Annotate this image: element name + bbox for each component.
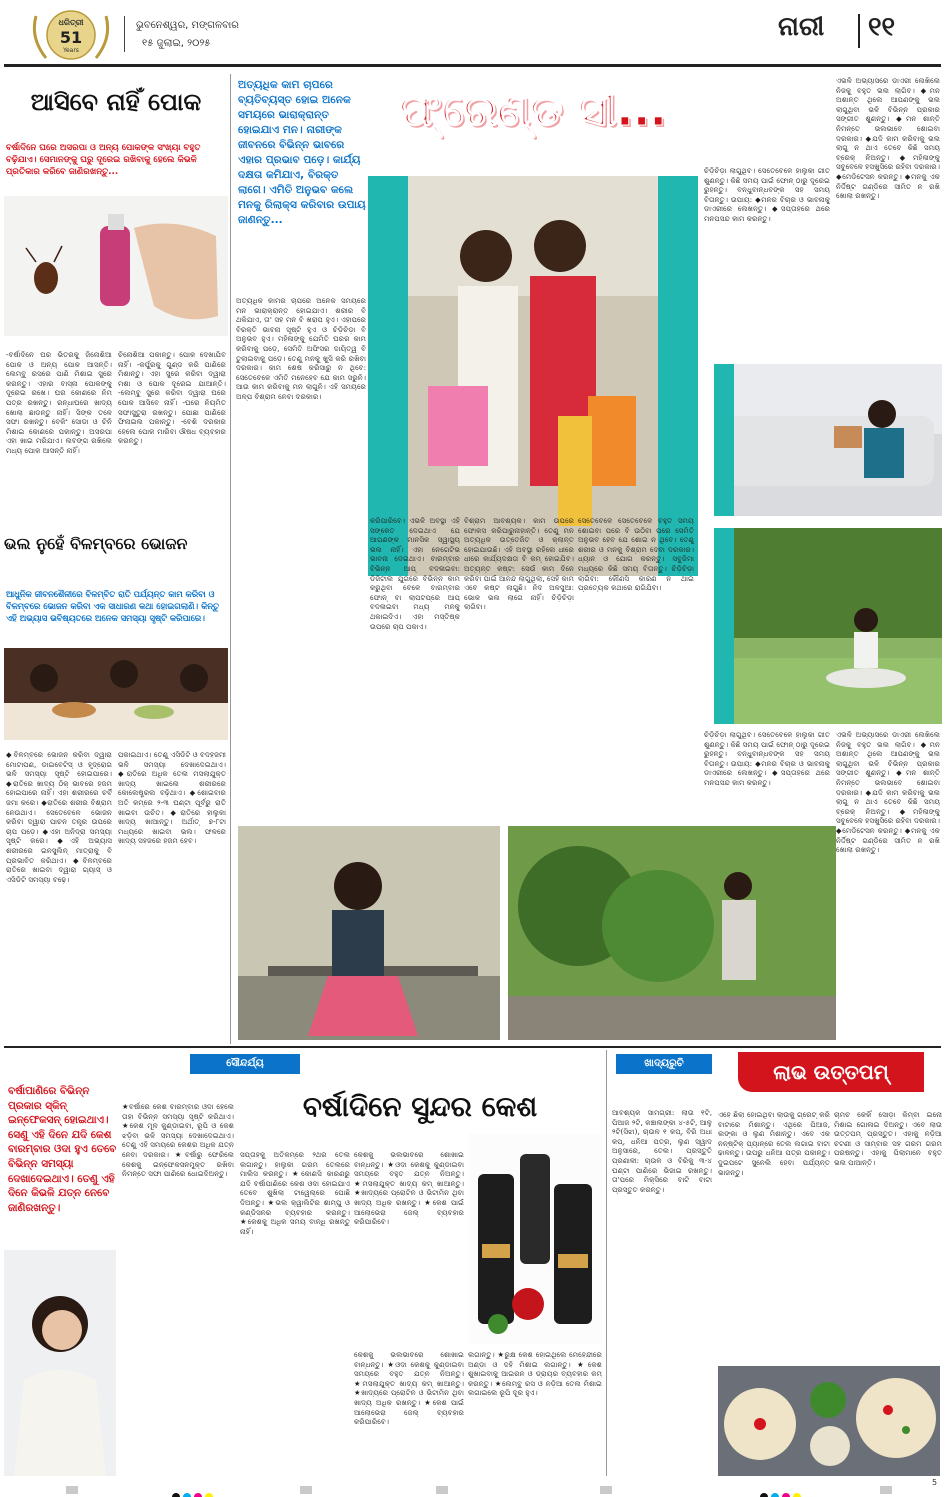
recipe-col1: ଆବଶ୍ୟକ ସାମଗ୍ରୀ: ଲାଉ ୧ଟି, ପିଆଜ ୨ଟି, କଞ୍ଚାଲଙ୍କା ୪-୫ଟି, ଆଳୁ ୨ଟି(ସିଝା), ଚାଉଳ ୧ କପ୍, ବିରି ଅଧା କପ୍, ଧନିଆ ପତ୍ର, ଲୁଣ ସ୍ୱାଦ ଅନୁସାରେ, ତେଲ। ପ୍ରସ୍ତୁତି ପ୍ରଣାଳୀ: ଚାଉଳ ଓ ବିରିକୁ ୩-୪ ଘଣ୍ଟା ପାଣିରେ ଭିଜାଇ ରଖନ୍ତୁ। ତା'ପରେ ମିକ୍ସିରେ ବାଟି ବାଟା ପ୍ରସ୍ତୁତ କରନ୍ତୁ।: [612, 1108, 712, 1194]
story-late-dinner: [4, 528, 228, 1048]
story-hair-col2: ସପ୍ତାହକୁ ଅତିକମ୍‌ରେ ୨ଥର ତେଲ ଲଗାନ୍ତୁ। ହାଲୁକା ଗରମ ତେଲରେ ମାଲିସ କରନ୍ତୁ। ★କୋଣସି କାରଣରୁ ଯଦି ବର୍ଷାପାଣିରେ କେଶ ଓଦା ହୋଇଯାଏ ତେବେ ଶୁଖିଲା ଟାୱେଲ୍‌ରେ ପୋଛି ଦିଅନ୍ତୁ। ★ଭଲ କ୍ୱାଲିଟିର ଶାମ୍ପୁ ଓ କଣ୍ଡିସନର ବ୍ୟବହାର କରନ୍ତୁ। ★କେଶକୁ ଅଧିକ ସମୟ ବାନ୍ଧି ରଖନ୍ତୁ ନାହିଁ।: [240, 1150, 350, 1236]
logo-years-number: 51: [59, 28, 83, 47]
story-pests-title: ଆସିବେ ନାହିଁ ପୋକ: [30, 88, 202, 116]
story-friend-col3: ବିଶ୍ରାମ ଆବଶ୍ୟକ। କାମ ଉପରେ ଫୋକସ କରିପାରୁନାହାନ୍ତି। ତେଣୁ ମନ ଅତ୍ୟଧିକ ଉତ୍ତେଜିତ ଓ କ୍ଲାନ୍ତ ହୋଇଯାଉଛି। ଏହି ଅବସ୍ଥା ରହିଲେ ଧୀରେ ଧୀରେ କାର୍ଯ୍ୟଦକ୍ଷତା ବି କମ୍ ହୋଇଯିବ। ଅତ୍ୟନ୍ତ କଷ୍ଟ: ସେଉଁ କାମ ଦିନେ କରିବା ପାଇଁ ଆନନ୍ଦ ଲାଗୁଥିଲା, ସେହି କାମ ଏବେ କଷ୍ଟ ଲାଗୁଛି। ନିଦ ଅଳସୁଆ: ଭୋକ ଭଲ ଲାଗେ ନାହିଁ। ଚିଡ଼ିଚିଡ଼ା ଲାଗିବା।: [464, 516, 574, 612]
print-mark: [436, 1486, 448, 1494]
recipe-col3: ଚାମଚ କେକିଁ ସୋଡ଼ା କିମ୍ବା ଇନୋ ମିଶାଇ ଗୋଳାଇ ଦିଅନ୍ତୁ। ଏବେ ଲାଉ ଉତ୍ତପମ୍ ପ୍ରସ୍ତୁତ। ଏହାକୁ ନଡ଼ିଆ ଚଟଣୀ ଓ ସାମ୍ବାର ସହ ଗରମ ଗରମ ପରଷନ୍ତୁ। ଏହାକୁ ପିଲାମାନେ ବହୁତ ଭଲ ପାଆନ୍ତି।: [834, 1110, 942, 1167]
story-friend-title: ଫ୍ରେଣ୍ଡ ସୀ...: [399, 85, 667, 136]
story-hair: [4, 1050, 604, 1480]
story-pests-body-right: ଚିନୋଶିଆ ପକାନ୍ତୁ। ପୋକ ଦେଖାଯିବ ନାହିଁ। -କର୍ପୁରକୁ ଗୁଣ୍ଡ କରି ପାଣିରେ ମିଶାନ୍ତୁ। ଏହା ସ୍ପ୍ରେ କରିବା ଦ୍ୱାରା ମଶା ଓ ପୋକ ଦୂରେଇ ଯାଆନ୍ତି। -ଲେମ୍ବୁ ସ୍ପ୍ରେ କରିବା ଦ୍ୱାରା ଘରେ ପୋକ ଆସିବେ ନାହିଁ। -ଘରେ ନିୟମିତ ସଫାସୁତୁରା ରଖନ୍ତୁ। ପୋଛା ପାଣିରେ ଫିନାଇଲ ପକାନ୍ତୁ। -ବେଶି ଦରକାର ହେଲେ ପୋକ ମାରିବା ଔଷଧ ବ୍ୟବହାର କରନ୍ତୁ।: [118, 350, 226, 446]
print-mark: [300, 1486, 312, 1494]
story-friend-col1: ଅତ୍ୟଧିକ କାମର ଚାପରେ ଅନେକ ସମୟରେ ମନ ଭାରାକ୍ରାନ୍ତ ହୋଇଯାଏ। ଶରୀର ବି ଥକିଯାଏ, ତା' ସହ ମନ ବି ଖରାପ ହୁଏ। ଏହାପରେ ବିରକ୍ତି ଭାବନା ସୃଷ୍ଟି ହୁଏ ଓ ଚିଡ଼ିଚିଡ଼ା ବି ଅନୁଭବ ହୁଏ। ମହିଳାଙ୍କୁ ଯେମିତି ଘରର କାମ କରିବାକୁ ପଡ଼େ, ସେମିତି ଅଫିସର ଦାୟିତ୍ୱ ବି ତୁଲାଇବାକୁ ପଡ଼େ। ତେଣୁ ମନକୁ ଖୁସି କରି ରଖିବା ଦରକାର। କାମ ଶେଷ କରିସାରୁ ନ ଥିବେ: ସେତେବେଳେ ଏମିତି ମନେହେବ ଯେ କାମ ସରୁନି। ଆଉ କାମ କରିବାକୁ ମନ ଲାଗୁନି। ଏହି ସମୟରେ ଅଳ୍ପ ବିଶ୍ରାମ ନେବା ଦରକାର।: [236, 296, 366, 401]
print-marks-row: [0, 1478, 945, 1497]
story-hair-col4: ଲଗାନ୍ତୁ। ★ରୁକ୍ଷ କେଶ ହୋଇଥିଲେ ମେହେନ୍ଦୀରେ ଅଣ୍ଡା ଓ ଦହି ମିଶାଇ ଲଗାନ୍ତୁ। ★କେଶ ଶୁଖାଇବାକୁ ଆଇରନ ଓ ଡ୍ରାୟର ବ୍ୟବହାର କମ୍ କରନ୍ତୁ। ★ଲେମ୍ବୁ ରସ ଓ ନଡ଼ିଆ ତେଲ ମିଶାଇ ଲଗାଇଲେ ରୂପି ଦୂର ହୁଏ।: [468, 1350, 602, 1398]
recipe-tag: [616, 1054, 712, 1074]
story-hair-title: ବର୍ଷାଦିନେ ସୁନ୍ଦର କେଶ: [302, 1090, 538, 1123]
story-dinner-title: ଭଲ ନୁହେଁ ବିଳମ୍ବରେ ଭୋଜନ: [4, 534, 188, 553]
masthead: [0, 0, 945, 66]
story-friend-col5: ଚିଡ଼ିଚିଡ଼ା ଲାଗୁଥିବ। ସେତେବେଳେ ହାଲୁକା ଗୀତ ଶୁଣନ୍ତୁ। କିଛି ସମୟ ପାଇଁ ଫୋନ୍ ଠାରୁ ଦୂରେଇ ରୁହନ୍ତୁ। ବନ୍ଧୁବାନ୍ଧବଙ୍କ ସହ ସମୟ ବିତାନ୍ତୁ। ଉପାୟ: ◆ମନର ବିଚାର ଓ ଭାବନାକୁ ଡାଏରୀରେ ଲେଖନ୍ତୁ। ◆ସପ୍ତାହରେ ଥରେ ମନପସନ୍ଦ କାମ କରନ୍ତୁ।: [704, 166, 830, 223]
footer-page-mark: 5: [932, 1478, 938, 1487]
logo-text: ଧରିତ୍ରୀ: [58, 18, 84, 27]
story-dinner-body-right: ପକାଇଥାଏ। ତେଣୁ ଏସିଡିଟି ଓ ବଦହଜମୀ ଭଳି ସମସ୍ୟା ଦେଖାଦେଇଥାଏ। ◆ରାତିରେ ଅଧିକ ତେଲ ମସଲାଯୁକ୍ତ ଖାଦ୍ୟ ଖାଇଲେ ଶରୀରରେ କୋଲେଷ୍ଟ୍ରଲ ବଢ଼ିଥାଏ। ◆ଶୋଇବାର ଅତି କମ୍‌ରେ ୨-୩ ଘଣ୍ଟା ପୂର୍ବରୁ ରାତି ଖାଇବା ଉଚିତ। ◆ରାତିରେ ହାଲୁକା ଖାଦ୍ୟ ଖାଆନ୍ତୁ। ଅର୍ଥାତ୍ ୭-୮ଟା ମଧ୍ୟରେ ଖାଇବା ଭଲ। ଫଳରେ ଖାଦ୍ୟ ସହଜରେ ହଜମ ହେବ।: [118, 750, 226, 846]
column-divider-bottom: [606, 1050, 607, 1476]
story-recipe: [608, 1050, 944, 1480]
print-mark: [880, 1486, 892, 1494]
hair-products-photo: [468, 1134, 602, 1344]
yoga-woman-photo: [714, 528, 942, 724]
section-divider: [858, 14, 860, 48]
print-registration-marks: [172, 1486, 216, 1497]
header-rule: [4, 64, 941, 67]
story-hair-col3b: କେଶକୁ ଭଲଭାବରେ ଶୋଖାଇ ବାନ୍ଧନ୍ତୁ। ★ଓଦା କେଶକୁ କୁଣ୍ଡାଇବା ସମୟରେ ବହୁତ ଯତ୍ନ ନିଅନ୍ତୁ। ★ମସଲାଯୁକ୍ତ ଖାଦ୍ୟ କମ୍ ଖାଆନ୍ତୁ। ★ଖାଦ୍ୟରେ ପ୍ରୋଟିନ ଓ ଭିଟାମିନ ଥିବା ଖାଦ୍ୟ ଅଧିକ ରଖନ୍ତୁ। ★କେଶ ପାଇଁ ଆଲୋଭେରା ଜେଲ୍ ବ୍ୟବହାର କରିପାରିବେ।: [354, 1350, 464, 1427]
story-friend-title-box: [372, 80, 694, 148]
print-registration-marks: [760, 1486, 804, 1497]
column-divider: [230, 74, 231, 1044]
story-dinner-body-left: ◆ବିଳମ୍ବରେ ଭୋଜନ କରିବା ଦ୍ୱାରା ମୋଟାପଣ, ଡାଇବେଟିସ୍ ଓ ହୃଦ୍‌ରୋଗ ଭଳି ସମସ୍ୟା ସୃଷ୍ଟି ହୋଇପାରେ। ◆ରାତିରେ ଖାଦ୍ୟ ଠିକ୍ ଭାବରେ ହଜମ ହୋଇପାରେ ନାହିଁ। ଏହା ଶରୀରରେ ଚର୍ବି ଜମା କରେ। ◆ରାତିରେ ଶରୀର ବିଶ୍ରାମ ନେଉଥାଏ। ସେତେବେଳେ ଭୋଜନ କରିବା ଦ୍ୱାରା ପାଚନ ତନ୍ତ୍ର ଉପରେ ଚାପ ପଡ଼େ। ◆ଏହା ଅନିଦ୍ରା ସମସ୍ୟା ସୃଷ୍ଟି କରେ। ◆ଏହି ଅଭ୍ୟାସ ଶରୀରରେ ଇନସୁଲିନ୍ ମାତ୍ରାକୁ ବି ପ୍ରଭାବିତ କରିଥାଏ। ◆ବିଳମ୍ବରେ ରାତିରେ ଖାଇବା ଦ୍ୱାରା ଗ୍ୟାସ୍ ଓ ଏସିଡିଟି ସମସ୍ୟା ବଢ଼େ।: [6, 750, 112, 884]
story-friend-col5b: ଚିଡ଼ିଚିଡ଼ା ଲାଗୁଥିବ। ସେତେବେଳେ ହାଲୁକା ଗୀତ ଶୁଣନ୍ତୁ। କିଛି ସମୟ ପାଇଁ ଫୋନ୍ ଠାରୁ ଦୂରେଇ ରୁହନ୍ତୁ। ବନ୍ଧୁବାନ୍ଧବଙ୍କ ସହ ସମୟ ବିତାନ୍ତୁ। ଉପାୟ: ◆ମନର ବିଚାର ଓ ଭାବନାକୁ ଡାଏରୀରେ ଲେଖନ୍ତୁ। ◆ସପ୍ତାହରେ ଥରେ ମନପସନ୍ଦ କାମ କରନ୍ତୁ।: [704, 730, 830, 787]
section-rule: [4, 1046, 941, 1048]
section-title: ନାରୀ: [778, 12, 825, 42]
dinner-photo: [4, 648, 228, 740]
story-friend: [232, 70, 944, 1050]
story-dinner-intro: ଆଧୁନିକ ଜୀବନଶୈଳୀରେ ବିଳମ୍ବିତ ରାତି ପର୍ଯ୍ୟନ୍ତ କାମ କରିବା ଓ ବିଳମ୍ବରେ ଭୋଜନ କରିବା ଏକ ସାଧାରଣ କଥା ହୋଇଗଲାଣି। କିନ୍ତୁ ଏହି ଅଭ୍ୟାସ ଭବିଷ୍ୟତରେ ଅନେକ ସମସ୍ୟା ସୃଷ୍ଟି କରିପାରେ।: [6, 589, 220, 623]
story-hair-intro: ବର୍ଷାପାଣିରେ ବିଭିନ୍ନ ପ୍ରକାର ସ୍କିନ୍ ଇନ୍‌ଫେକସନ୍ ହୋଇଥାଏ। ସେଣୁ ଏହି ଦିନେ ଯଦି କେଶ ବାରମ୍ବାର ଓଦା ହୁଏ ତେବେ ବିଭିନ୍ନ ସମସ୍ୟା ଦେଖାଦେଇଥାଏ। ତେଣୁ ଏହି ଦିନେ କିଭଳି ଯତ୍ନ ନେବେ ଜାଣିରଖନ୍ତୁ।: [8, 1085, 117, 1214]
story-pests-intro: ବର୍ଷାଦିନେ ଘରେ ଅସରପା ଓ ଅନ୍ୟ ପୋକଙ୍କ ସଂଖ୍ୟା ବହୁତ ବଢ଼ିଯାଏ। ସେମାନଙ୍କୁ ଘରୁ ଦୂରେଇ ରଖିବାକୁ ହେଲେ କିଭଳି ପ୍ରତିକାର କରିବେ ଜାଣିରଖନ୍ତୁ...: [6, 143, 201, 177]
page-number: ୧୧: [868, 12, 896, 42]
story-friend-col6: ଏଭଳି ଅଭ୍ୟାସରେ ଡାଏରୀ ଲେଖିଲେ ନିଜକୁ ବହୁତ ଭଲ ଲାଗିବ। ◆ମନ ଅଶାନ୍ତ ଥିଲେ ଆପଣଙ୍କୁ ଭଲ ଲାଗୁଥିବା ଭଳି ବିଭିନ୍ନ ପ୍ରକାର ସଙ୍ଗୀତ ଶୁଣନ୍ତୁ। ◆ମନ ଶାନ୍ତି ନିମନ୍ତେ ଭଲଭାବେ ଶୋଇବା ଦରକାର। ◆ଯଦି କାମ କରିବାକୁ ଭଲ ଲାଗୁ ନ ଥାଏ ତେବେ କିଛି ସମୟ ବ୍ରେକ୍ ନିଅନ୍ତୁ। ◆ମହିଳାଙ୍କୁ ସବୁବେଳେ ହସଖୁସିରେ ରହିବା ଦରକାର। ◆ମେଡିଟେସନ କରନ୍ତୁ। ◆ମନକୁ ଏକ ନିର୍ଦ୍ଦିଷ୍ଟ ଗଣ୍ଡିରେ ସୀମିତ ନ ରଖି ଖୋଲା ରଖନ୍ତୁ।: [836, 76, 940, 201]
story-hair-tag-label: ସୌନ୍ଦର୍ଯ୍ୟ: [226, 1058, 264, 1069]
story-pests-body-left: -ବର୍ଷାଦିନେ ଘର ଭିତରକୁ ଜିନୋଶିଆ ପୋକ ଓ ଅନ୍ୟ ପୋକ ଆସନ୍ତି। ଲେମ୍ବୁ ରସରେ ପାଣି ମିଶାଇ ସ୍ପ୍ରେ କରନ୍ତୁ। ଏହାର ବାସ୍ନା ପୋକଙ୍କୁ ଦୂରେଇ ରଖେ। ଘର କୋଣରେ ନିମ ପତ୍ର ରଖନ୍ତୁ। ରନ୍ଧାଘରେ ଖାଦ୍ୟ ଖୋଲା ଛାଡନ୍ତୁ ନାହିଁ। ସିଙ୍କ ତଳେ ସଫା ରଖନ୍ତୁ। ବେକିଂ ସୋଡା ଓ ଚିନି ମିଶାଇ କୋଣରେ ପକାନ୍ତୁ। ଅସରପା ଏହା ଖାଇ ମରିଯାଏ। ଲବଙ୍ଗ ରଖିଲେ ମଧ୍ୟ ପୋକ ଆସନ୍ତି ନାହିଁ।: [6, 350, 112, 455]
story-friend-col2: କରିପାରିବେ। ଏଭଳି ଅବସ୍ଥା ଏହି ସଙ୍କେତ ଦେଇଥାଏ ଯେ ଆପଣଙ୍କ ମାନସିକ ସ୍ୱାସ୍ଥ୍ୟ ଭଲ ନାହିଁ। ଏହା ନେଗେଟିଭ ଭାବନା ଦେଇଥାଏ। ବାରମ୍ବାର ବିଭିନ୍ନ ଆପ୍ ବଦଳାଇବା: ଡିଜିଟାଲ ଯୁଗରେ ବିଭିନ୍ନ କାମ କରୁଥିବା ବେଳେ ବାରମ୍ବାର ଫୋନ୍ ବା ଲାପଟପ୍‌ରେ ଆପ୍ ବଦଳାଇବା ମଧ୍ୟ ମନକୁ ଥକାଇଦିଏ। ଏହା ମସ୍ତିଷ୍କ ଉପରେ ଚାପ ପକାଏ।: [370, 516, 460, 631]
recipe-tag-label: ଖାଦ୍ୟରୁଚି: [644, 1058, 684, 1069]
story-hair-tag: [190, 1054, 300, 1074]
logo-badge: [30, 8, 112, 62]
story-hair-col3: କେଶକୁ ଭଲଭାବରେ ଶୋଖାଇ ବାନ୍ଧନ୍ତୁ। ★ଓଦା କେଶକୁ କୁଣ୍ଡାଇବା ସମୟରେ ବହୁତ ଯତ୍ନ ନିଅନ୍ତୁ। ★ମସଲାଯୁକ୍ତ ଖାଦ୍ୟ କମ୍ ଖାଆନ୍ତୁ। ★ଖାଦ୍ୟରେ ପ୍ରୋଟିନ ଓ ଭିଟାମିନ ଥିବା ଖାଦ୍ୟ ଅଧିକ ରଖନ୍ତୁ। ★କେଶ ପାଇଁ ଆଲୋଭେରା ଜେଲ୍ ବ୍ୟବହାର କରିପାରିବେ।: [354, 1150, 464, 1227]
story-friend-kicker: ଅତ୍ୟଧିକ କାମ ଚାପରେ ବ୍ୟତିବ୍ୟସ୍ତ ହୋଇ ଅନେକ ସମୟରେ ଭାରାକ୍ରାନ୍ତ ହୋଇଯାଏ ମନ। ନାରୀଙ୍କ ଜୀବନରେ ବିଭିନ୍ନ ଭାବରେ ଏହାର ପ୍ରଭାବ ପଡ଼େ। କାର୍ଯ୍ୟ ଦକ୍ଷତା କମିଯାଏ, ବିରକ୍ତ ଲାଗେ। ଏମିତି ଅନୁଭବ କଲେ ମନକୁ ରିଲାକ୍ସ କରିବାର ଉପାୟ ଜାଣନ୍ତୁ...: [238, 79, 366, 226]
reading-woman-photo: [714, 364, 942, 516]
garden-woman-photo: [508, 826, 836, 1040]
logo-years-label: Years: [63, 47, 79, 54]
story-friend-col6b: ଏଭଳି ଅଭ୍ୟାସରେ ଡାଏରୀ ଲେଖିଲେ ନିଜକୁ ବହୁତ ଭଲ ଲାଗିବ। ◆ମନ ଅଶାନ୍ତ ଥିଲେ ଆପଣଙ୍କୁ ଭଲ ଲାଗୁଥିବା ଭଳି ବିଭିନ୍ନ ପ୍ରକାର ସଙ୍ଗୀତ ଶୁଣନ୍ତୁ। ◆ମନ ଶାନ୍ତି ନିମନ୍ତେ ଭଲଭାବେ ଶୋଇବା ଦରକାର। ◆ଯଦି କାମ କରିବାକୁ ଭଲ ଲାଗୁ ନ ଥାଏ ତେବେ କିଛି ସମୟ ବ୍ରେକ୍ ନିଅନ୍ତୁ। ◆ମହିଳାଙ୍କୁ ସବୁବେଳେ ହସଖୁସିରେ ରହିବା ଦରକାର। ◆ମେଡିଟେସନ କରନ୍ତୁ। ◆ମନକୁ ଏକ ନିର୍ଦ୍ଦିଷ୍ଟ ଗଣ୍ଡିରେ ସୀମିତ ନ ରଖି ଖୋଲା ରଖନ୍ତୁ।: [836, 730, 940, 855]
header-divider-left: [124, 16, 125, 52]
recipe-title-box: [738, 1052, 924, 1092]
recipe-col2: ଏହେ ଛିଲା ହୋଇଥିବା ଲାଉକୁ ଗ୍ରେଟ୍ କରି ବାଟାରେ ମିଶାନ୍ତୁ। ଏଥିରେ ପିଆଜ, ଲଙ୍କା ଓ ଲୁଣ ମିଶାନ୍ତୁ। ଏବେ ଏକ ନନ୍‌ଷ୍ଟିକ୍ ପ୍ୟାନ୍‌ରେ ତେଲ ଲଗାଇ ବାଟା ଢାଳନ୍ତୁ। ଉପରୁ ଧନିଆ ପତ୍ର ପକାନ୍ତୁ। ଦୁଇପଟେ ସୁନେଲି ହେବା ପର୍ଯ୍ୟନ୍ତ ଭାଜନ୍ତୁ।: [718, 1110, 830, 1177]
bench-woman-photo: [238, 826, 500, 1040]
story-friend-col4: ସେତେବେଳେ ସେତେବେଳେ ବହୁତ ସମୟ ଶୋଇବା ପରେ ବି ଉଠିବା ପରେ ସେମିତି ଅନୁଭବ ହେବ ଯେ ଶୋଇ ନ ଥିବେ। ତେଣୁ ଶରୀର ଓ ମନକୁ ବିଶ୍ରାମ ଦେବା ଦରକାର। ଧ୍ୟାନ ଓ ଯୋଗ କରନ୍ତୁ। ସବୁଜିମା ମଧ୍ୟରେ କିଛି ସମୟ ବିତାନ୍ତୁ। ଚିଡ଼ିଚିଡ଼ା ଲାଗିବା: କୌଣସି କାରଣ ନ ଥାଇ ପ୍ରତ୍ୟେକ କଥାରେ ରାଗିଯିବା।: [578, 516, 694, 593]
uttapam-photo: [718, 1366, 940, 1476]
pest-spray-photo: [4, 196, 228, 336]
story-pests: [4, 72, 228, 582]
header-date: ୧୫ ଜୁଲାଇ, ୨୦୨୫: [142, 38, 211, 49]
recipe-title: ଲାଭ ଉତ୍ତପମ୍: [773, 1060, 889, 1084]
print-mark: [66, 1486, 78, 1494]
header-place-day: ଭୁବନେଶ୍ୱର, ମଙ୍ଗଳବାର: [136, 20, 239, 31]
hair-woman-photo: [4, 1250, 116, 1476]
print-mark: [600, 1486, 612, 1494]
story-hair-col1: ★ବର୍ଷାରେ କେଶ ବାରମ୍ବାର ଓଦା ହେଲେ ତାହା ବିଭିନ୍ନ ସମସ୍ୟା ସୃଷ୍ଟି କରିଥାଏ। ★କେଶ ମୂଳ କୁଣ୍ଡାଇବା, ରୂପି ଓ କେଶ ଝଡ଼ିବା ଭଳି ସମସ୍ୟା ଦେଖାଦେଇଥାଏ। ତେଣୁ ଏହି ସମୟରେ କେଶର ଅଧିକ ଯତ୍ନ ନେବା ଦରକାର। ★ବର୍ଷାରୁ ଫେରିଲେ କେଶକୁ ଇନ୍‌ଫେକସନମୁକ୍ତ ରଖିବା ନିମନ୍ତେ ସଫା ପାଣିରେ ଧୋଇଦିଅନ୍ତୁ।: [122, 1102, 234, 1179]
